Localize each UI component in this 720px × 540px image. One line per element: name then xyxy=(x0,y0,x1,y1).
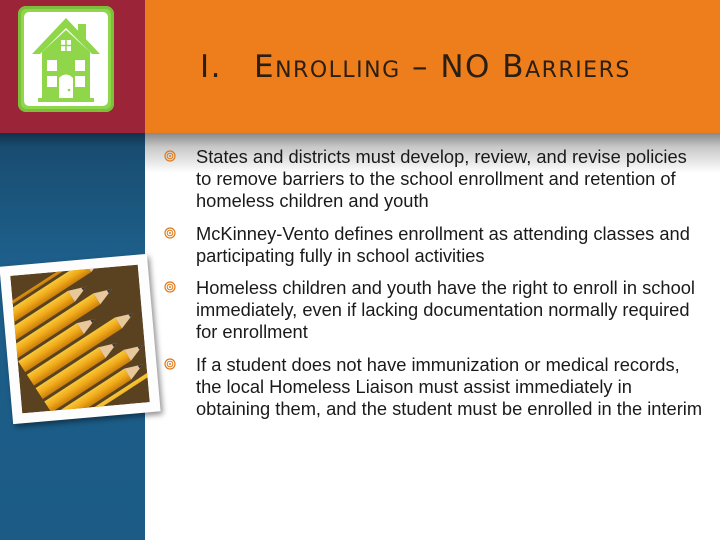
bullet-circle-icon xyxy=(164,281,176,293)
bullet-list xyxy=(164,146,704,430)
logo-tile xyxy=(18,6,114,112)
logo-background xyxy=(24,12,108,106)
bullet-item xyxy=(164,277,704,344)
bullet-circle-icon xyxy=(164,227,176,239)
bullet-text: States and districts must develop, review, and revise policies to remove barriers to the school enrollment and retention of homeless children and youth xyxy=(196,146,687,212)
house-icon xyxy=(30,16,102,102)
bullet-item xyxy=(164,223,704,267)
sidebar-divider xyxy=(0,133,145,147)
pencils-image xyxy=(10,265,150,414)
bullet-circle-icon xyxy=(164,150,176,162)
bullet-item xyxy=(164,354,704,421)
title-number: I. xyxy=(200,49,222,85)
bullet-text: McKinney-Vento defines enrollment as attending classes and participating fully in school activities xyxy=(196,222,690,266)
bullet-text: If a student does not have immunization or medical records, the local Homeless Liaison must assist immediately in obtaining them, and the student must be enrolled in the interim xyxy=(196,353,703,420)
bullet-text: Homeless children and youth have the right to enroll in school immediately, even if lacking documentation normally required for enrollment xyxy=(196,277,695,343)
title-text: Enrolling – NO Barriers xyxy=(254,49,631,85)
photo-frame xyxy=(0,254,161,424)
slide-title xyxy=(200,42,700,92)
bullet-item xyxy=(164,146,704,213)
bullet-circle-icon xyxy=(164,358,176,370)
